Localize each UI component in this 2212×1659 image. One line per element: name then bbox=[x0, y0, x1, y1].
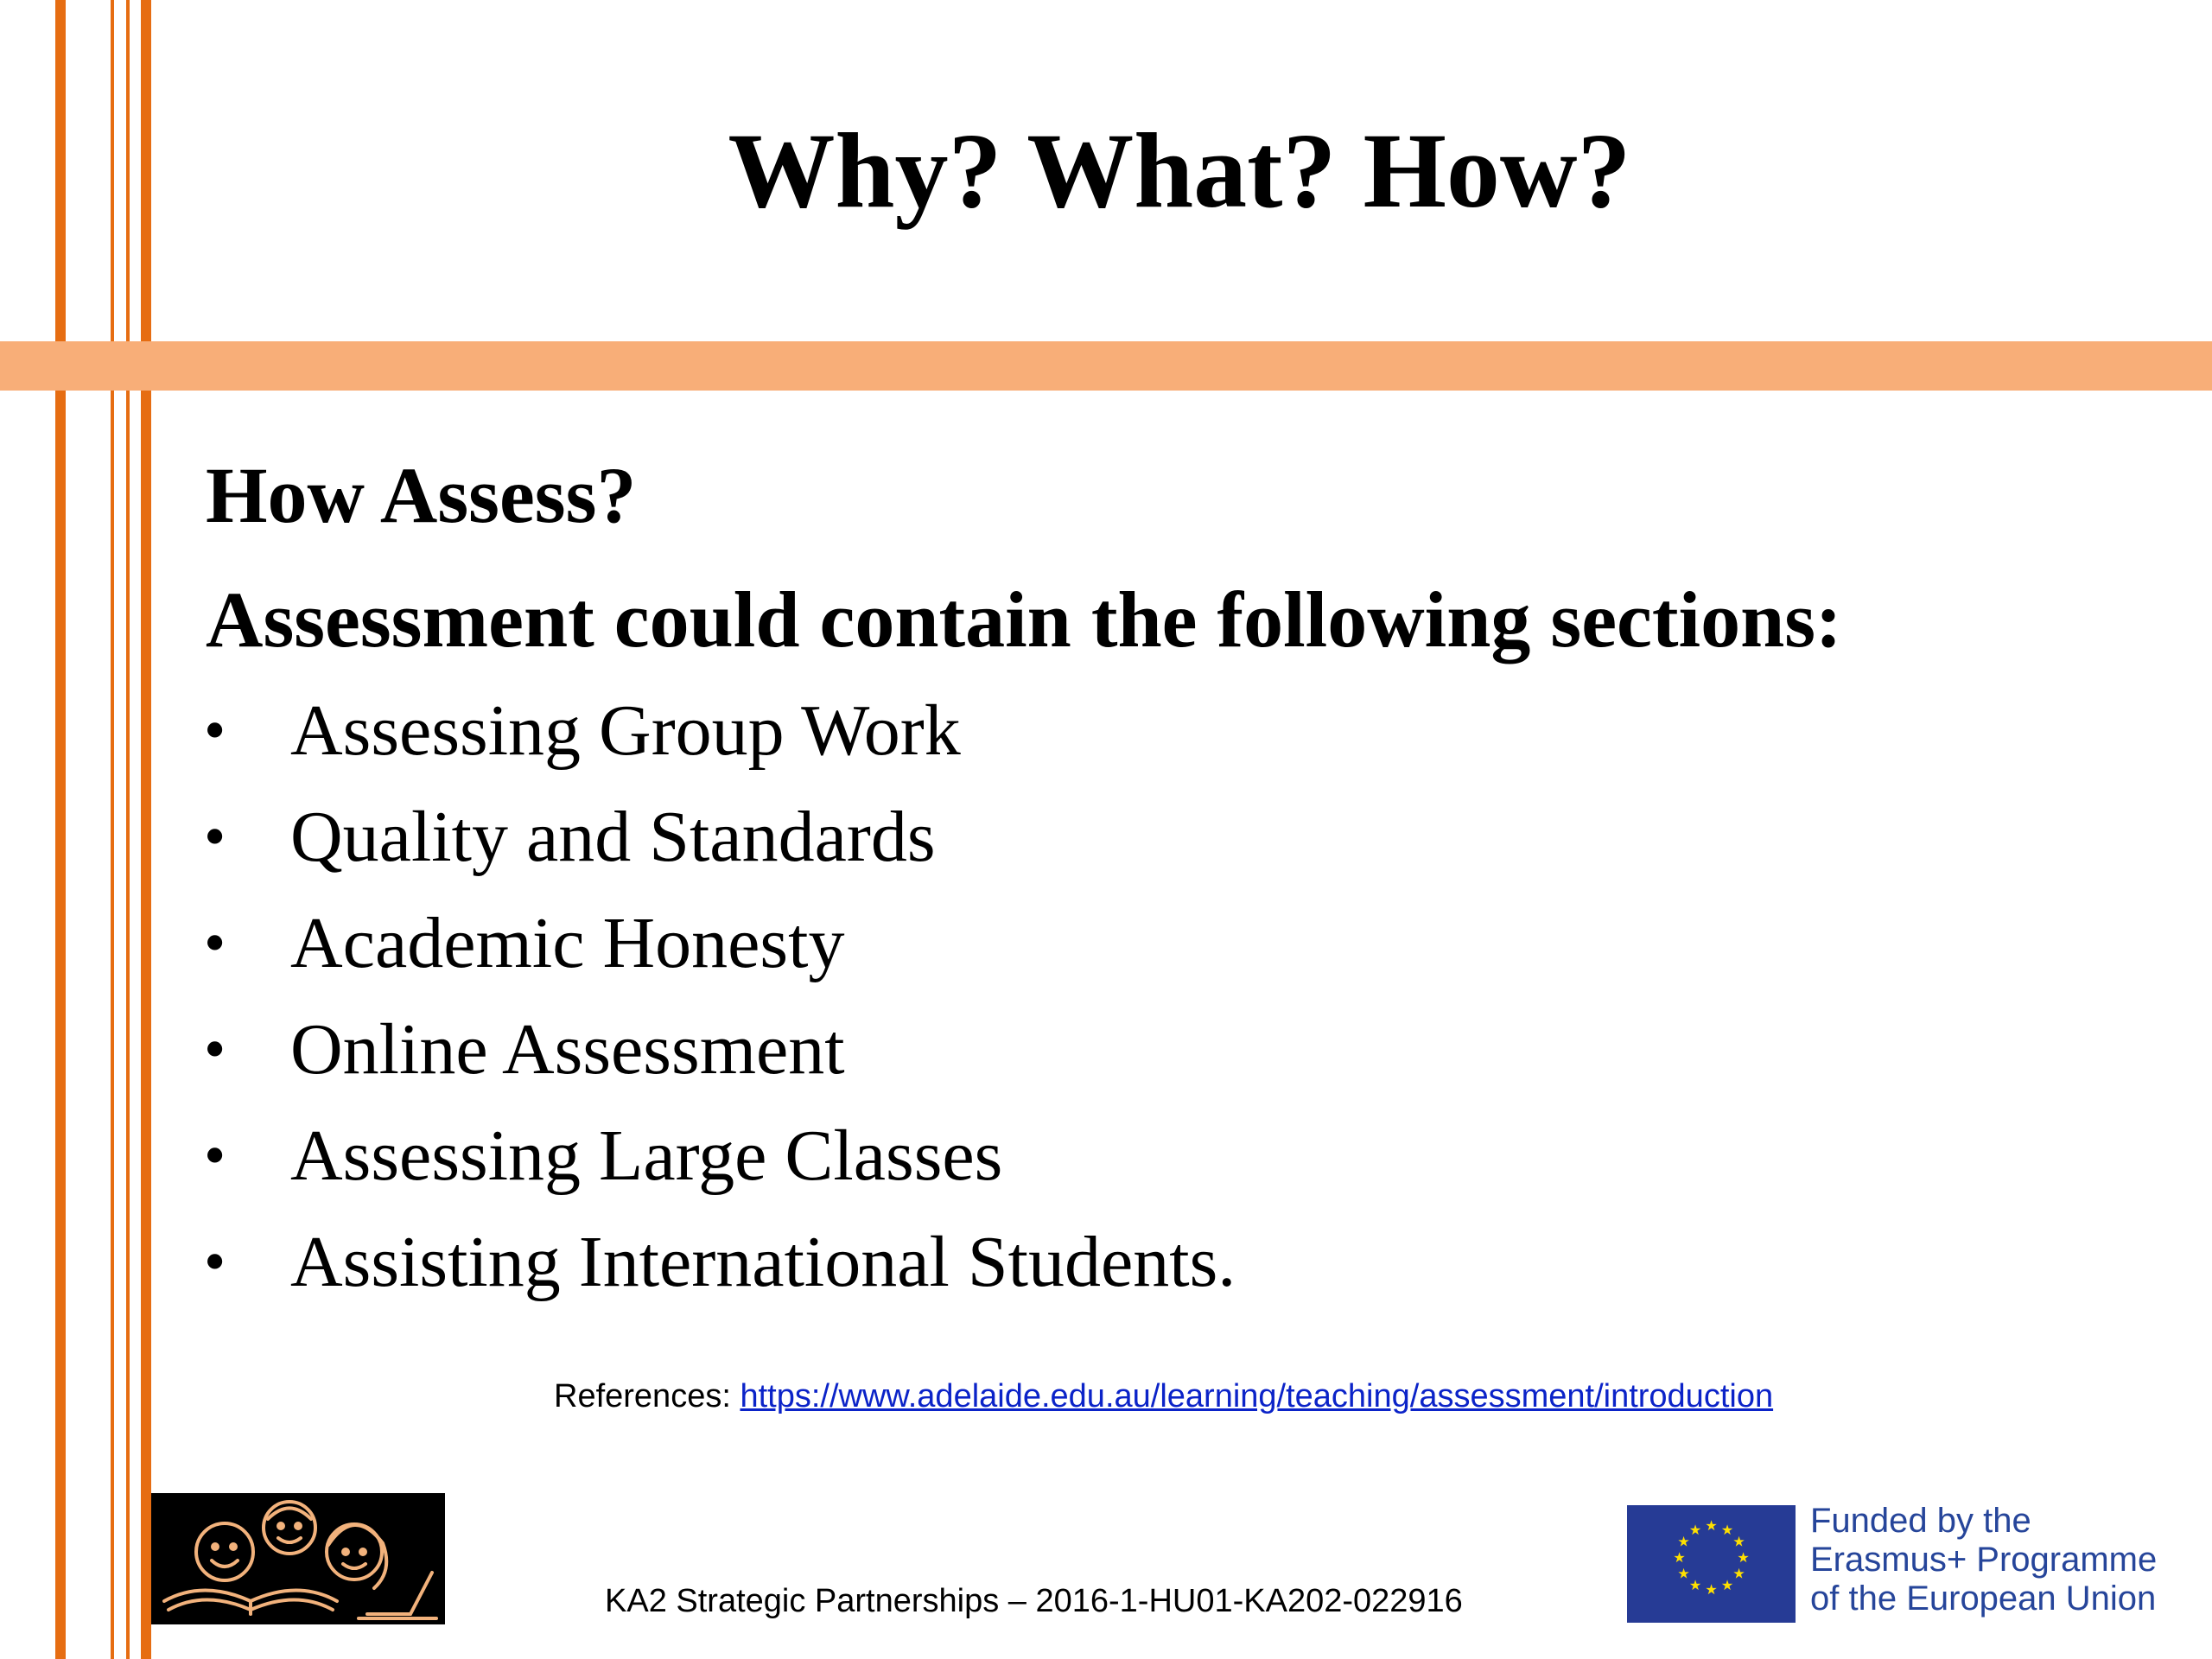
list-item bbox=[199, 996, 1236, 1103]
list-item bbox=[199, 890, 1236, 996]
left-orange-line-thick bbox=[55, 0, 66, 1659]
svg-text:★: ★ bbox=[1705, 1517, 1718, 1534]
list-item bbox=[199, 784, 1236, 890]
footer-text: KA2 Strategic Partnerships – 2016-1-HU01-KA202-022916 bbox=[605, 1583, 1463, 1619]
left-orange-line-thin-1 bbox=[111, 0, 114, 1659]
references-label: References: bbox=[554, 1378, 731, 1414]
faces-book-laptop-icon bbox=[151, 1493, 445, 1624]
references bbox=[554, 1372, 1773, 1421]
list-item bbox=[199, 677, 1236, 784]
list-item bbox=[199, 1209, 1236, 1315]
svg-text:★: ★ bbox=[1677, 1565, 1690, 1582]
left-orange-line-thick-2 bbox=[141, 0, 151, 1659]
svg-text:★: ★ bbox=[1720, 1577, 1734, 1593]
eu-flag-icon bbox=[1627, 1505, 1796, 1623]
bullet-icon: • bbox=[204, 1121, 226, 1190]
eu-text-line: Funded by the bbox=[1810, 1502, 2031, 1540]
eu-funding-text bbox=[1810, 1502, 2157, 1618]
svg-text:★: ★ bbox=[1677, 1533, 1690, 1550]
subheading: How Assess? bbox=[206, 451, 637, 539]
bullet-icon: • bbox=[204, 802, 226, 871]
svg-text:★: ★ bbox=[1688, 1577, 1702, 1593]
svg-text:★: ★ bbox=[1673, 1549, 1686, 1566]
svg-text:★: ★ bbox=[1732, 1533, 1745, 1550]
eu-flag bbox=[1627, 1505, 1796, 1623]
list-item-text: Quality and Standards bbox=[290, 797, 936, 877]
intro-heading: Assessment could contain the following sections: bbox=[206, 575, 1842, 664]
bullet-icon: • bbox=[204, 1227, 226, 1296]
bullet-icon: • bbox=[204, 1014, 226, 1084]
list-item-text: Assessing Group Work bbox=[290, 690, 961, 771]
eu-text-line: of the European Union bbox=[1810, 1580, 2157, 1618]
bullet-icon: • bbox=[204, 696, 226, 765]
left-orange-line-thin-2 bbox=[126, 0, 130, 1659]
project-logo bbox=[151, 1493, 445, 1624]
list-item-text: Assisting International Students. bbox=[290, 1222, 1236, 1302]
eu-text-line: Erasmus+ Programme bbox=[1810, 1541, 2158, 1579]
svg-text:★: ★ bbox=[1737, 1549, 1750, 1566]
svg-text:★: ★ bbox=[1732, 1565, 1745, 1582]
references-link[interactable]: https://www.adelaide.edu.au/learning/teaching/assessment/introduction bbox=[740, 1378, 1774, 1414]
svg-text:★: ★ bbox=[1720, 1522, 1734, 1538]
list-item bbox=[199, 1103, 1236, 1209]
svg-text:★: ★ bbox=[1688, 1522, 1702, 1538]
bullet-icon: • bbox=[204, 908, 226, 977]
svg-text:★: ★ bbox=[1705, 1581, 1718, 1598]
sections-list bbox=[199, 677, 1236, 1315]
list-item-text: Online Assessment bbox=[290, 1009, 845, 1090]
list-item-text: Assessing Large Classes bbox=[290, 1116, 1003, 1196]
slide-title: Why? What? How? bbox=[728, 111, 1631, 230]
list-item-text: Academic Honesty bbox=[290, 903, 845, 983]
header-orange-band bbox=[0, 341, 2212, 391]
